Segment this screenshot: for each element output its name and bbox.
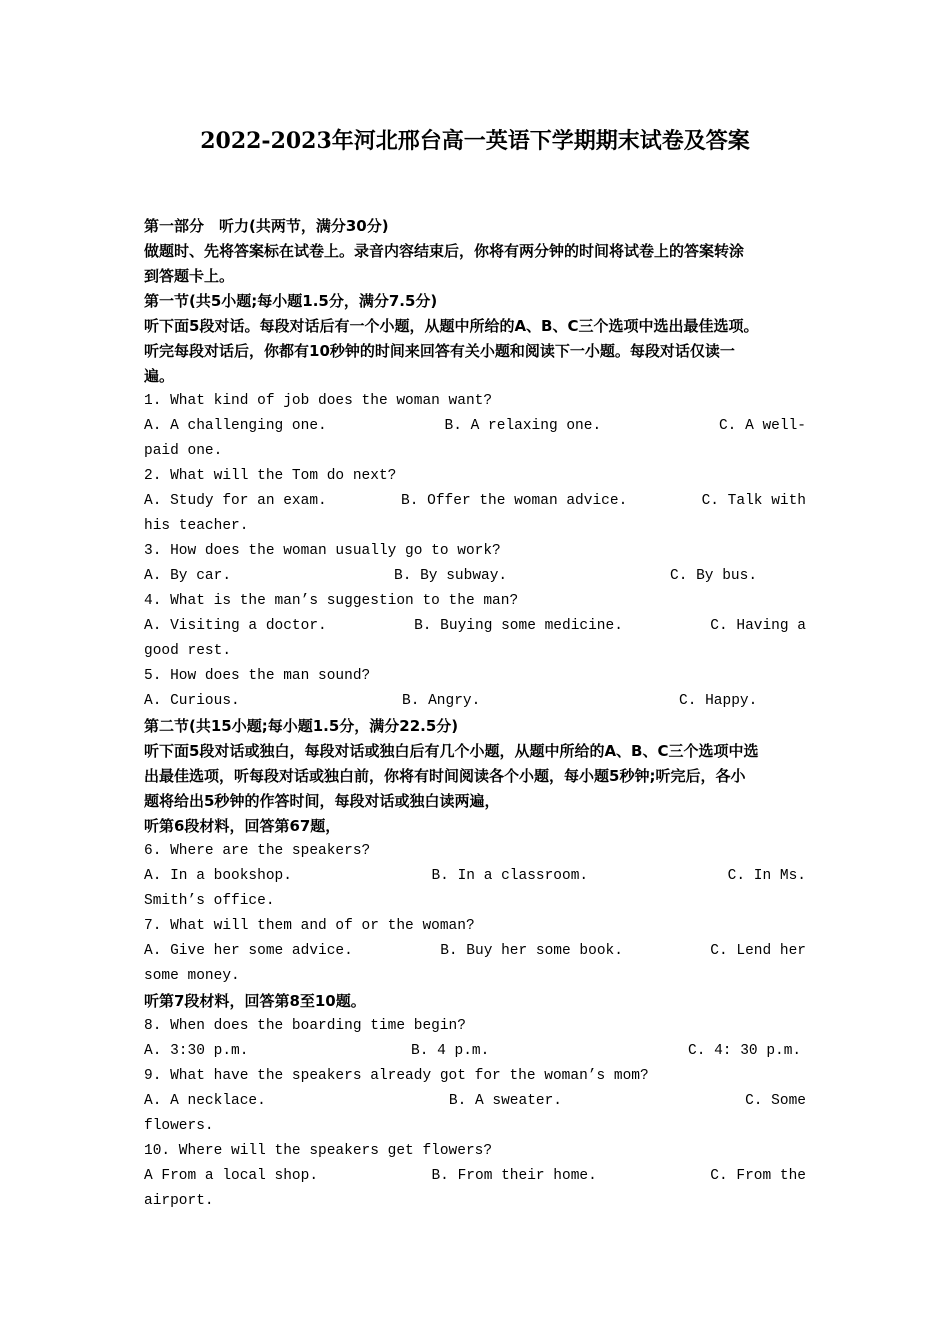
question-stem: 9. What have the speakers already got for the woman’s mom?	[144, 1068, 649, 1084]
question-options	[144, 489, 806, 514]
part1-instruction: 做题时、先将答案标在试卷上。录音内容结束后，你将有两分钟的时间将试卷上的答案转涂	[144, 242, 745, 260]
option-b: B. 4 p.m.	[411, 1043, 490, 1059]
section2-instruction: 出最佳选项，听每段对话或独白前，你将有时间阅读各个小题，每小题5秒钟;听完后，各小	[144, 767, 746, 785]
option-a: A. Curious.	[144, 693, 240, 709]
option-b: B. Offer the woman advice.	[401, 493, 628, 509]
question-stem: 8. When does the boarding time begin?	[144, 1018, 466, 1034]
option-c: C. In Ms.	[727, 868, 806, 884]
question-options	[144, 1089, 806, 1114]
material-heading: 听第7段材料，回答第8至10题。	[144, 992, 366, 1010]
section2-heading: 第二节(共15小题;每小题1.5分，满分22.5分)	[144, 717, 459, 735]
question-stem: 7. What will them and of or the woman?	[144, 918, 475, 934]
question-stem: 4. What is the man’s suggestion to the man?	[144, 593, 519, 609]
question-stem: 3. How does the woman usually go to work?	[144, 543, 501, 559]
question-options	[144, 614, 806, 639]
section2-instruction: 题将给出5秒钟的作答时间，每段对话或独白读两遍，	[144, 792, 500, 810]
option-continuation: flowers.	[144, 1118, 214, 1134]
question-options	[144, 864, 806, 889]
question-options	[144, 1039, 806, 1064]
option-a: A. 3:30 p.m.	[144, 1043, 249, 1059]
option-c: C. From the	[710, 1168, 806, 1184]
question-options	[144, 564, 806, 589]
option-b: B. A sweater.	[448, 1093, 563, 1109]
question-options	[144, 1164, 806, 1189]
question-options	[144, 414, 806, 439]
material-heading: 听第6段材料，回答第67题，	[144, 817, 341, 835]
option-a: A. Give her some advice.	[144, 943, 353, 959]
option-b: B. Buying some medicine.	[414, 618, 623, 634]
option-a: A. In a bookshop.	[144, 868, 292, 884]
section1-heading: 第一节(共5小题;每小题1.5分，满分7.5分)	[144, 292, 438, 310]
section1-instruction: 遍。	[144, 367, 175, 385]
option-a: A. Study for an exam.	[144, 493, 327, 509]
part1-instruction: 到答题卡上。	[144, 267, 235, 285]
option-a: A. A challenging one.	[144, 418, 327, 434]
option-continuation: airport.	[144, 1193, 214, 1209]
option-b: B. A relaxing one.	[444, 418, 602, 434]
section1-instruction: 听下面5段对话。每段对话后有一个小题，从题中所给的A、B、C三个选项中选出最佳选项。	[144, 317, 759, 335]
question-stem: 6. Where are the speakers?	[144, 843, 371, 859]
option-continuation: paid one.	[144, 443, 223, 459]
option-b: B. By subway.	[394, 568, 508, 584]
option-continuation: his teacher.	[144, 518, 249, 534]
option-c: C. Happy.	[679, 693, 758, 709]
question-stem: 1. What kind of job does the woman want?	[144, 393, 493, 409]
section1-instruction: 听完每段对话后，你都有10秒钟的时间来回答有关小题和阅读下一小题。每段对话仅读一	[144, 342, 735, 360]
option-c: C. Talk with	[701, 493, 806, 509]
option-a: A. Visiting a doctor.	[144, 618, 327, 634]
option-a: A. A necklace.	[144, 1093, 266, 1109]
option-c: C. Having a	[710, 618, 806, 634]
part1-heading: 第一部分 听力(共两节，满分30分)	[144, 217, 389, 235]
question-stem: 10. Where will the speakers get flowers?	[144, 1143, 493, 1159]
option-a: A From a local shop.	[144, 1168, 319, 1184]
option-b: B. Angry.	[402, 693, 481, 709]
option-c: C. Lend her	[710, 943, 806, 959]
option-c: C. Some	[745, 1093, 806, 1109]
option-a: A. By car.	[144, 568, 232, 584]
option-c: C. By bus.	[670, 568, 758, 584]
option-b: B. Buy her some book.	[440, 943, 623, 959]
question-options	[144, 939, 806, 964]
section2-instruction: 听下面5段对话或独白，每段对话或独白后有几个小题，从题中所给的A、B、C三个选项中选	[144, 742, 759, 760]
exam-content	[144, 214, 806, 1214]
option-continuation: Smith’s office.	[144, 893, 275, 909]
option-continuation: good rest.	[144, 643, 232, 659]
question-options	[144, 689, 806, 714]
page-title: 2022-2023年河北邢台高一英语下学期期末试卷及答案	[200, 128, 750, 154]
option-b: B. From their home.	[431, 1168, 597, 1184]
option-continuation: some money.	[144, 968, 240, 984]
question-stem: 2. What will the Tom do next?	[144, 468, 397, 484]
option-c: C. A well-	[718, 418, 806, 434]
option-b: B. In a classroom.	[431, 868, 589, 884]
option-c: C. 4: 30 p.m.	[688, 1043, 802, 1059]
question-stem: 5. How does the man sound?	[144, 668, 371, 684]
